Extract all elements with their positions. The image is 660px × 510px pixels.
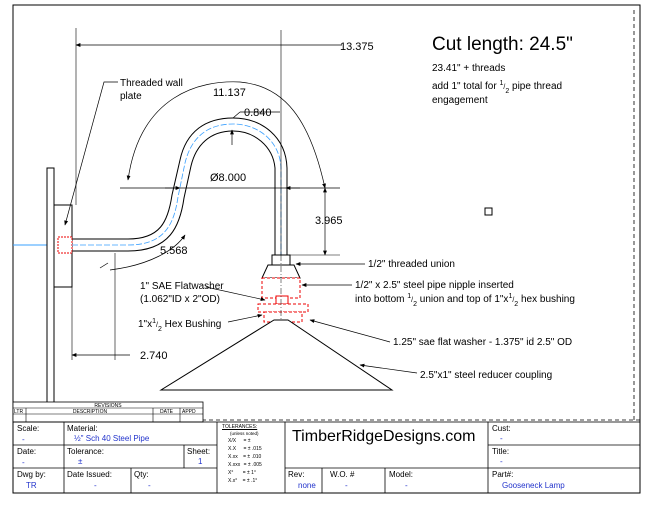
material-value: ½" Sch 40 Steel Pipe [74,434,150,443]
callout-nipple-2: into bottom $^1_{/2}$ union and top of $1"x^1_{/2}$ hex bushing [355,293,575,308]
qty-label: Qty: [134,470,149,479]
tolerance-row: X.x° = ± .1° [228,478,258,484]
rev-col-ltr: LTR [14,409,24,415]
callout-wall-plate-2: plate [120,91,142,102]
sheet-value: 1 [198,457,203,466]
tolerances-title: TOLERANCES: [222,424,258,430]
rev-col-appd: APPD [182,409,196,415]
revisions-title: REVISIONS [94,403,122,409]
leader-hex-bushing [228,315,262,322]
leader-reducer [360,365,417,373]
callout-reducer: 2.5"x1" steel reducer coupling [420,370,553,381]
dim-lower-arc: 5.568 [160,245,188,257]
callout-sae-washer-1: 1" SAE Flatwasher [140,281,224,292]
gooseneck-pipe [72,118,287,255]
model-label: Model: [389,470,414,479]
tolerance-row: X/X = ± [228,438,251,444]
part-value: Gooseneck Lamp [502,481,565,490]
lamp-shade [161,320,392,390]
date-issued-label: Date Issued: [67,470,112,479]
dim-arc-length-text: 11.137 [213,87,246,99]
callout-union: 1/2" threaded union [368,259,455,270]
wall-plate [47,168,54,406]
wo-value: - [345,481,348,490]
dim-bend-diameter: Ø8.000 [210,172,247,184]
dim-drop: 3.965 [315,215,343,227]
callout-flat-washer: 1.25" sae flat washer - 1.375" id 2.5" OD [393,337,573,348]
tolerance-value: ± [78,457,83,466]
dwg-by-value: TR [26,481,37,490]
title-value: - [500,457,503,466]
sheet-label: Sheet: [187,447,211,456]
dim-overall: 13.375 [340,41,374,53]
cut-note-3: engagement [432,95,488,106]
date-label: Date: [17,447,37,456]
callout-nipple-1: 1/2" x 2.5" steel pipe nipple inserted [355,280,514,291]
dim-pipe-od: 0.840 [244,107,272,119]
dim-leader-od [233,112,240,118]
tolerance-row: X.X = ± .015 [228,446,262,452]
cut-note-2: add 1" total for $^1_{/2}$ pipe thread [432,80,563,95]
wall-thread [58,237,72,253]
model-value: - [405,481,408,490]
rev-label: Rev: [288,470,305,479]
company-name: TimberRidgeDesigns.com [292,428,476,445]
revisions-block [13,402,203,422]
tolerance-label: Tolerance: [67,447,104,456]
union-assembly [258,255,308,330]
tolerances-table [228,438,262,486]
tolerance-row: X.xxx = ± .005 [228,462,262,468]
cut-note-1: 23.41" + threads [432,63,506,74]
tolerance-row: X° = ± 1° [228,470,256,476]
part-label: Part#: [492,470,514,479]
tolerance-row: X.xx = ± .010 [228,454,262,460]
scale-label: Scale: [17,424,40,433]
rev-col-description: DESCRIPTION [72,409,108,415]
dim-base-offset: 2.740 [140,350,168,362]
dwg-by-label: Dwg by: [17,470,46,479]
qty-value: - [148,481,151,490]
date-issued-value: - [94,481,97,490]
cust-label: Cust: [492,424,511,433]
leader-wall-plate [65,82,118,225]
selection-grip[interactable] [485,208,492,215]
callout-wall-plate-1: Threaded wall [120,78,183,89]
date-value: - [22,458,25,467]
callout-hex-bushing: $1"x^1_{/2}$ Hex Bushing [138,318,222,333]
tolerances-sub: (unless noted) [230,431,259,436]
callout-sae-washer-2: (1.062"ID x 2"OD) [140,294,220,305]
rev-col-date: DATE [160,409,173,415]
leader-flat-washer [310,320,390,342]
cust-value: - [500,434,503,443]
cut-length-title: Cut length: 24.5" [432,34,573,55]
title-label: Title: [492,447,510,456]
material-label: Material: [67,424,98,433]
wo-label: W.O. # [330,470,355,479]
rev-value: none [298,481,316,490]
scale-value: - [22,435,25,444]
